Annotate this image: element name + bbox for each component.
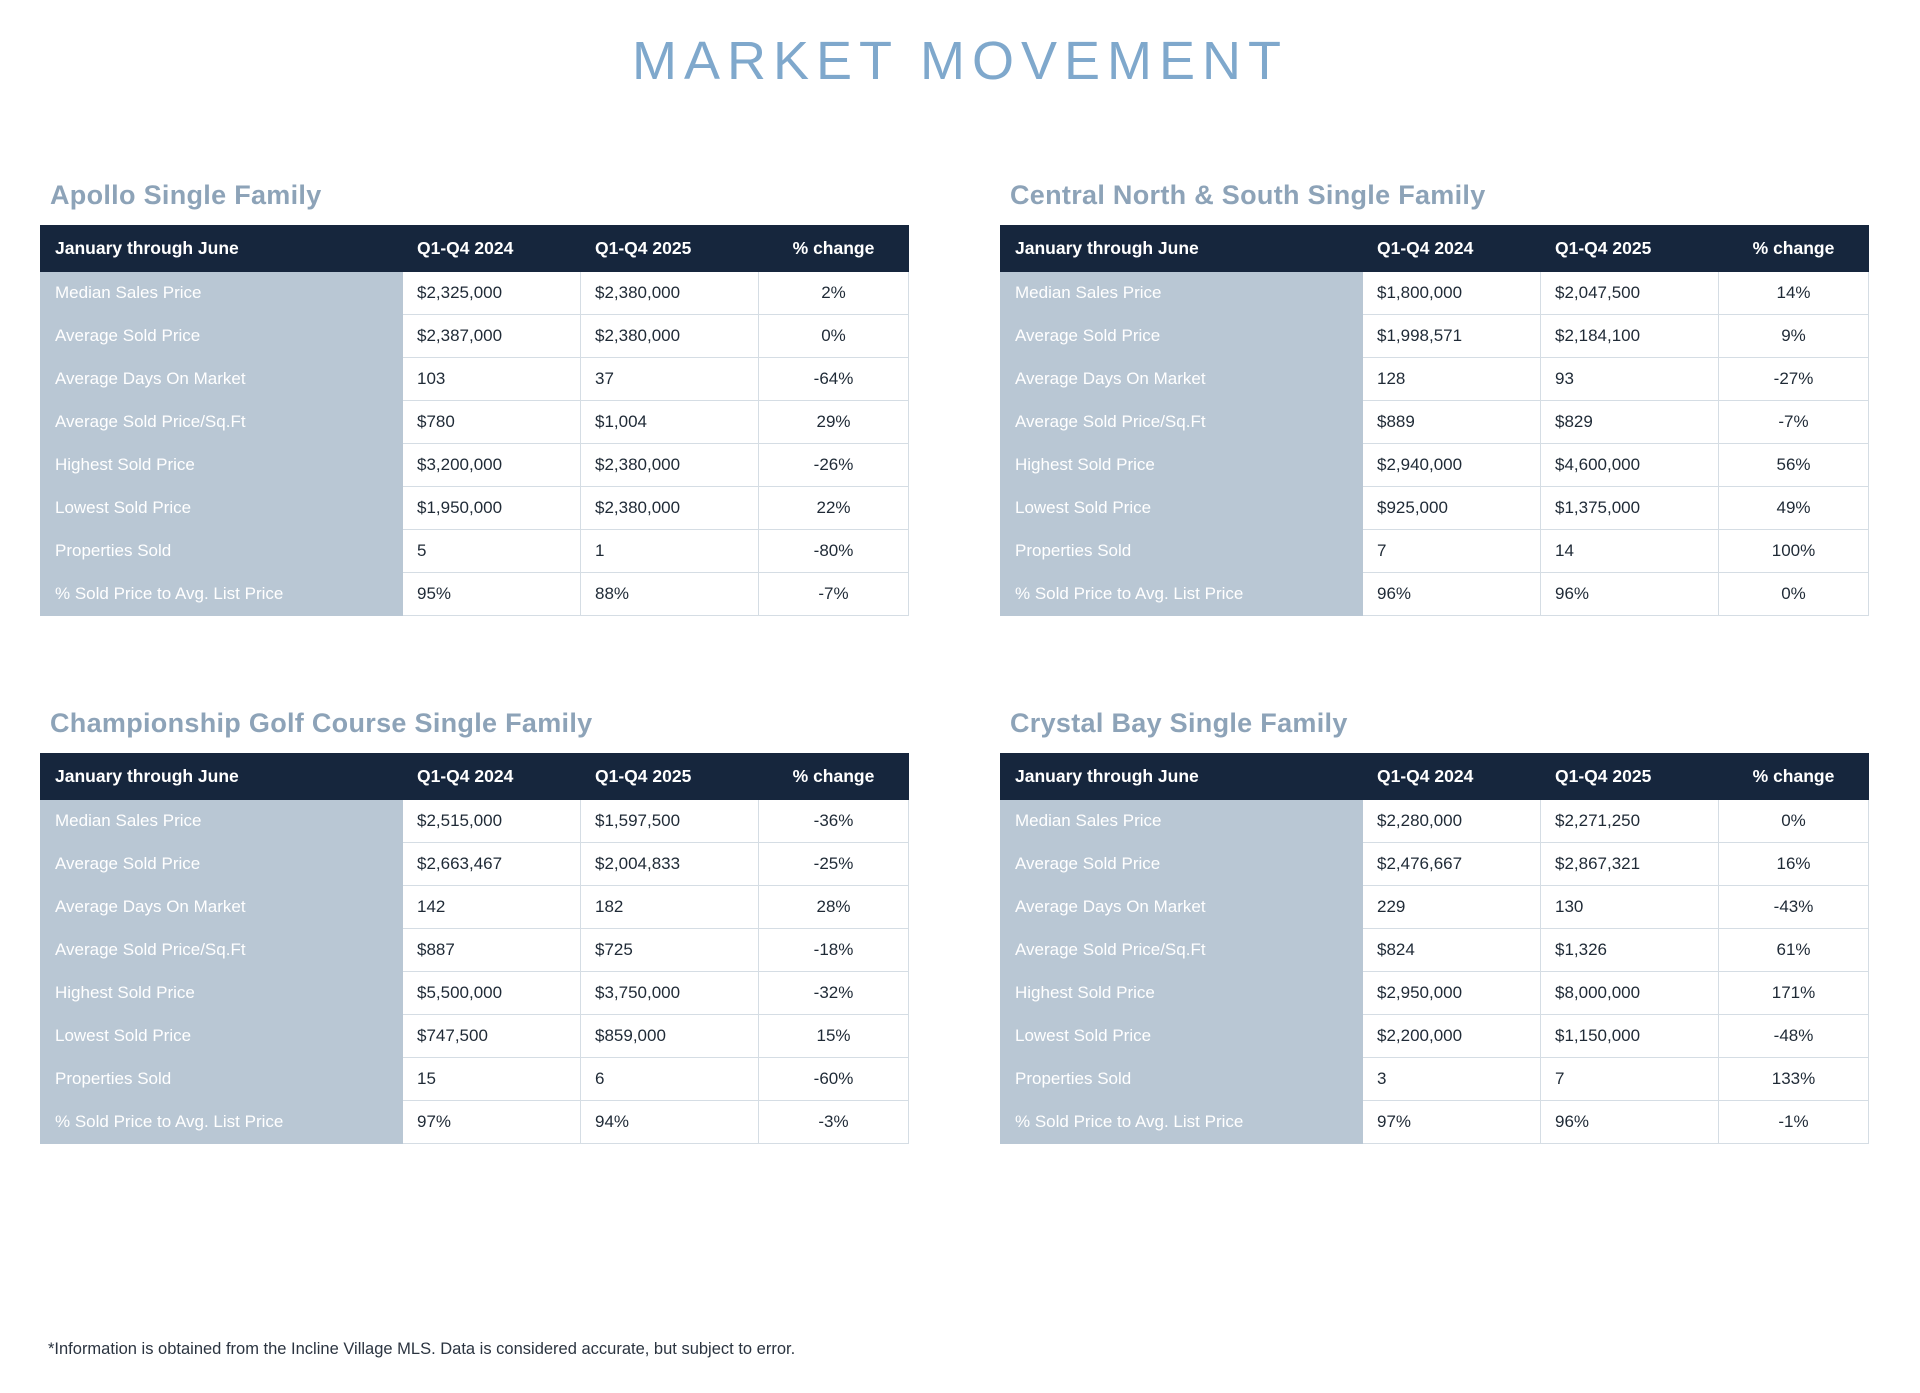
table-row — [1001, 272, 1869, 315]
cell-2025: 6 — [581, 1058, 759, 1101]
cell-percent-change: 16% — [1719, 843, 1869, 886]
cell-percent-change: -3% — [759, 1101, 909, 1144]
cell-2025: $1,326 — [1541, 929, 1719, 972]
cell-2025: $1,597,500 — [581, 800, 759, 843]
cell-2024: $889 — [1363, 401, 1541, 444]
market-table — [40, 753, 909, 1144]
table-row — [1001, 886, 1869, 929]
cell-2024: 97% — [1363, 1101, 1541, 1144]
panel-title: Crystal Bay Single Family — [1010, 708, 1348, 738]
table-row — [41, 487, 909, 530]
cell-percent-change: -1% — [1719, 1101, 1869, 1144]
table-row — [41, 444, 909, 487]
row-label: Median Sales Price — [1001, 800, 1363, 843]
cell-percent-change: 0% — [1719, 573, 1869, 616]
cell-2024: 96% — [1363, 573, 1541, 616]
row-label: Average Days On Market — [1001, 886, 1363, 929]
cell-2025: 182 — [581, 886, 759, 929]
cell-percent-change: -60% — [759, 1058, 909, 1101]
cell-2025: $1,004 — [581, 401, 759, 444]
cell-percent-change: -25% — [759, 843, 909, 886]
cell-2024: $2,663,467 — [403, 843, 581, 886]
cell-2025: 14 — [1541, 530, 1719, 573]
cell-2024: $3,200,000 — [403, 444, 581, 487]
cell-2025: 88% — [581, 573, 759, 616]
cell-2024: $2,387,000 — [403, 315, 581, 358]
row-label: Highest Sold Price — [41, 972, 403, 1015]
row-label: Properties Sold — [1001, 1058, 1363, 1101]
cell-2024: $780 — [403, 401, 581, 444]
page-title: MARKET MOVEMENT — [631, 31, 1289, 91]
cell-2024: 128 — [1363, 358, 1541, 401]
row-label: Average Days On Market — [41, 358, 403, 401]
table-row — [41, 886, 909, 929]
cell-2025: 130 — [1541, 886, 1719, 929]
cell-percent-change: 171% — [1719, 972, 1869, 1015]
row-label: Highest Sold Price — [1001, 444, 1363, 487]
table-row — [1001, 358, 1869, 401]
cell-percent-change: 14% — [1719, 272, 1869, 315]
cell-2024: $2,325,000 — [403, 272, 581, 315]
cell-2025: $2,380,000 — [581, 487, 759, 530]
cell-2024: $5,500,000 — [403, 972, 581, 1015]
cell-percent-change: 0% — [759, 315, 909, 358]
cell-percent-change: -7% — [1719, 401, 1869, 444]
cell-2024: 97% — [403, 1101, 581, 1144]
row-label: Average Days On Market — [1001, 358, 1363, 401]
row-label: % Sold Price to Avg. List Price — [1001, 1101, 1363, 1144]
cell-2025: 96% — [1541, 1101, 1719, 1144]
column-header: Q1-Q4 2025 — [581, 754, 759, 800]
table-row — [41, 800, 909, 843]
cell-2025: 94% — [581, 1101, 759, 1144]
row-label: Median Sales Price — [1001, 272, 1363, 315]
cell-2025: $1,375,000 — [1541, 487, 1719, 530]
cell-2024: 95% — [403, 573, 581, 616]
cell-2025: $829 — [1541, 401, 1719, 444]
row-label: % Sold Price to Avg. List Price — [41, 573, 403, 616]
row-label: Average Sold Price — [1001, 315, 1363, 358]
cell-percent-change: -32% — [759, 972, 909, 1015]
cell-2025: $2,004,833 — [581, 843, 759, 886]
column-header: Q1-Q4 2024 — [1363, 226, 1541, 272]
column-header: January through June — [1001, 754, 1363, 800]
table-row — [1001, 972, 1869, 1015]
table-row — [1001, 929, 1869, 972]
table-row — [1001, 1058, 1869, 1101]
row-label: Properties Sold — [41, 530, 403, 573]
cell-percent-change: 22% — [759, 487, 909, 530]
table-row — [41, 401, 909, 444]
cell-percent-change: 56% — [1719, 444, 1869, 487]
cell-2025: 37 — [581, 358, 759, 401]
table-row — [1001, 530, 1869, 573]
panel-grid — [0, 180, 1920, 1236]
cell-percent-change: 15% — [759, 1015, 909, 1058]
cell-2025: $3,750,000 — [581, 972, 759, 1015]
row-label: Average Days On Market — [41, 886, 403, 929]
table-row — [41, 972, 909, 1015]
market-panel — [960, 180, 1920, 616]
cell-percent-change: -26% — [759, 444, 909, 487]
market-panel — [0, 708, 960, 1144]
column-header: % change — [1719, 226, 1869, 272]
cell-2024: $2,940,000 — [1363, 444, 1541, 487]
cell-2024: $1,950,000 — [403, 487, 581, 530]
cell-2024: 3 — [1363, 1058, 1541, 1101]
cell-percent-change: -48% — [1719, 1015, 1869, 1058]
table-row — [41, 315, 909, 358]
cell-2025: $2,271,250 — [1541, 800, 1719, 843]
row-label: Properties Sold — [1001, 530, 1363, 573]
cell-2025: $2,047,500 — [1541, 272, 1719, 315]
column-header: Q1-Q4 2024 — [403, 754, 581, 800]
table-row — [1001, 487, 1869, 530]
row-label: Highest Sold Price — [1001, 972, 1363, 1015]
table-row — [1001, 444, 1869, 487]
market-table — [1000, 225, 1869, 616]
panel-title: Championship Golf Course Single Family — [50, 708, 593, 738]
cell-2025: $8,000,000 — [1541, 972, 1719, 1015]
cell-2024: $2,950,000 — [1363, 972, 1541, 1015]
row-label: Average Sold Price/Sq.Ft — [41, 401, 403, 444]
cell-percent-change: -36% — [759, 800, 909, 843]
column-header: % change — [1719, 754, 1869, 800]
row-label: Lowest Sold Price — [41, 487, 403, 530]
cell-percent-change: -64% — [759, 358, 909, 401]
cell-2025: $2,380,000 — [581, 444, 759, 487]
cell-2025: $2,380,000 — [581, 315, 759, 358]
cell-percent-change: 100% — [1719, 530, 1869, 573]
cell-2025: $2,380,000 — [581, 272, 759, 315]
column-header: % change — [759, 754, 909, 800]
panel-title: Apollo Single Family — [50, 180, 322, 210]
market-panel — [0, 180, 960, 616]
cell-percent-change: 9% — [1719, 315, 1869, 358]
table-row — [1001, 843, 1869, 886]
table-header-row — [1001, 226, 1869, 272]
column-header: Q1-Q4 2024 — [403, 226, 581, 272]
table-header-row — [41, 754, 909, 800]
cell-percent-change: 61% — [1719, 929, 1869, 972]
cell-percent-change: -18% — [759, 929, 909, 972]
column-header: % change — [759, 226, 909, 272]
cell-percent-change: 28% — [759, 886, 909, 929]
table-row — [41, 358, 909, 401]
table-row — [41, 843, 909, 886]
column-header: Q1-Q4 2024 — [1363, 754, 1541, 800]
table-row — [41, 1101, 909, 1144]
market-table — [1000, 753, 1869, 1144]
cell-2024: $2,476,667 — [1363, 843, 1541, 886]
cell-2024: $824 — [1363, 929, 1541, 972]
cell-2024: $887 — [403, 929, 581, 972]
cell-percent-change: 29% — [759, 401, 909, 444]
cell-2025: $1,150,000 — [1541, 1015, 1719, 1058]
cell-2025: $2,867,321 — [1541, 843, 1719, 886]
cell-percent-change: 49% — [1719, 487, 1869, 530]
panel-title: Central North & South Single Family — [1010, 180, 1486, 210]
cell-2024: $1,998,571 — [1363, 315, 1541, 358]
row-label: % Sold Price to Avg. List Price — [1001, 573, 1363, 616]
cell-percent-change: -80% — [759, 530, 909, 573]
cell-percent-change: -27% — [1719, 358, 1869, 401]
cell-2024: $2,200,000 — [1363, 1015, 1541, 1058]
row-label: Average Sold Price — [41, 315, 403, 358]
row-label: Lowest Sold Price — [1001, 487, 1363, 530]
row-label: Lowest Sold Price — [1001, 1015, 1363, 1058]
cell-2025: $859,000 — [581, 1015, 759, 1058]
cell-2024: $925,000 — [1363, 487, 1541, 530]
cell-percent-change: 0% — [1719, 800, 1869, 843]
cell-2024: 5 — [403, 530, 581, 573]
table-row — [1001, 573, 1869, 616]
column-header: Q1-Q4 2025 — [1541, 754, 1719, 800]
cell-2025: 96% — [1541, 573, 1719, 616]
table-row — [1001, 401, 1869, 444]
row-label: % Sold Price to Avg. List Price — [41, 1101, 403, 1144]
table-row — [1001, 1015, 1869, 1058]
cell-2024: $2,515,000 — [403, 800, 581, 843]
table-row — [41, 1015, 909, 1058]
row-label: Average Sold Price — [1001, 843, 1363, 886]
table-row — [41, 272, 909, 315]
cell-2025: 1 — [581, 530, 759, 573]
cell-percent-change: -7% — [759, 573, 909, 616]
row-label: Average Sold Price — [41, 843, 403, 886]
table-header-row — [41, 226, 909, 272]
table-row — [1001, 1101, 1869, 1144]
table-row — [41, 573, 909, 616]
cell-2024: 7 — [1363, 530, 1541, 573]
column-header: January through June — [41, 226, 403, 272]
cell-2024: $2,280,000 — [1363, 800, 1541, 843]
column-header: January through June — [41, 754, 403, 800]
cell-2024: $747,500 — [403, 1015, 581, 1058]
table-row — [41, 530, 909, 573]
cell-2025: $725 — [581, 929, 759, 972]
footnote: *Information is obtained from the Incline Village MLS. Data is considered accurate, but subject to error. — [48, 1340, 796, 1358]
cell-2024: 229 — [1363, 886, 1541, 929]
column-header: Q1-Q4 2025 — [581, 226, 759, 272]
row-label: Average Sold Price/Sq.Ft — [1001, 929, 1363, 972]
column-header: Q1-Q4 2025 — [1541, 226, 1719, 272]
cell-percent-change: 133% — [1719, 1058, 1869, 1101]
row-label: Median Sales Price — [41, 272, 403, 315]
market-panel — [960, 708, 1920, 1144]
cell-2024: $1,800,000 — [1363, 272, 1541, 315]
cell-percent-change: 2% — [759, 272, 909, 315]
cell-2025: 93 — [1541, 358, 1719, 401]
row-label: Average Sold Price/Sq.Ft — [1001, 401, 1363, 444]
row-label: Median Sales Price — [41, 800, 403, 843]
table-row — [1001, 315, 1869, 358]
cell-2025: $2,184,100 — [1541, 315, 1719, 358]
table-row — [41, 929, 909, 972]
row-label: Highest Sold Price — [41, 444, 403, 487]
cell-percent-change: -43% — [1719, 886, 1869, 929]
market-table — [40, 225, 909, 616]
cell-2025: $4,600,000 — [1541, 444, 1719, 487]
cell-2024: 142 — [403, 886, 581, 929]
table-row — [1001, 800, 1869, 843]
column-header: January through June — [1001, 226, 1363, 272]
row-label: Properties Sold — [41, 1058, 403, 1101]
cell-2025: 7 — [1541, 1058, 1719, 1101]
table-header-row — [1001, 754, 1869, 800]
cell-2024: 103 — [403, 358, 581, 401]
row-label: Average Sold Price/Sq.Ft — [41, 929, 403, 972]
cell-2024: 15 — [403, 1058, 581, 1101]
row-label: Lowest Sold Price — [41, 1015, 403, 1058]
table-row — [41, 1058, 909, 1101]
